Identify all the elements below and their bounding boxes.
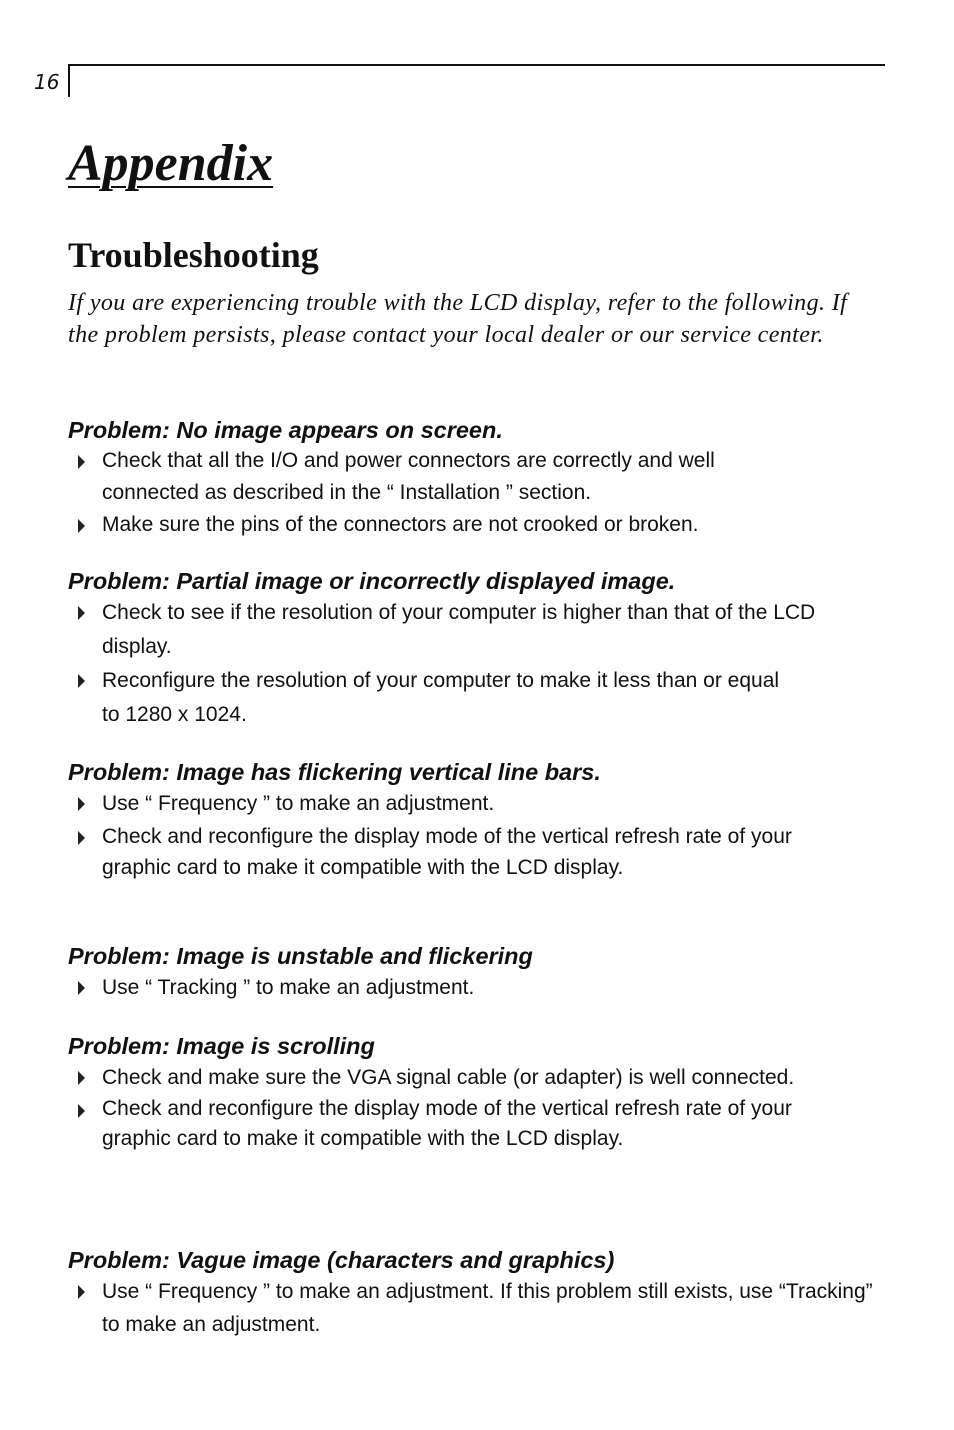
list-item: [68, 787, 908, 821]
list-item-text: Use “ Frequency ” to make an adjustment.: [102, 792, 495, 815]
triangle-bullet-icon: [78, 606, 85, 620]
triangle-bullet-icon: [78, 797, 85, 811]
triangle-bullet-icon: [78, 1285, 85, 1299]
list-item: [68, 509, 908, 541]
list-item-text: Check to see if the resolution of your computer is higher than that of the LCD display.: [102, 601, 816, 658]
section-title: Troubleshooting: [68, 235, 319, 275]
list-item: [68, 445, 802, 509]
triangle-bullet-icon: [78, 831, 85, 845]
header-rule: [68, 64, 885, 97]
list-item-text: Use “ Frequency ” to make an adjustment. If this problem still exists, use “Tracking” to make an adjustment.: [102, 1280, 873, 1336]
list-item-text: Reconfigure the resolution of your computer to make it less than or equal to 1280 x 1024.: [102, 669, 780, 726]
list-item-text: Check and reconfigure the display mode of the vertical refresh rate of your graphic card to make it compatible with the LCD display.: [102, 825, 792, 879]
problem-title: Problem: Image has flickering vertical line bars.: [68, 759, 601, 785]
problem-scrolling: [68, 1031, 908, 1154]
page-number: 16: [34, 70, 60, 94]
problem-title: Problem: Image is scrolling: [68, 1033, 375, 1059]
problem-no-image: [68, 415, 908, 541]
list-item: [68, 821, 802, 883]
problem-partial-image: [68, 566, 908, 732]
list-item: [68, 971, 908, 1005]
page-title: Appendix: [68, 135, 274, 192]
list-item-text: Check and reconfigure the display mode of the vertical refresh rate of your graphic card to make it compatible with the LCD display.: [102, 1097, 792, 1150]
triangle-bullet-icon: [78, 1104, 85, 1118]
problem-title: Problem: Vague image (characters and graphics): [68, 1247, 615, 1273]
triangle-bullet-icon: [78, 981, 85, 995]
list-item: [68, 1275, 882, 1341]
list-item: [68, 664, 802, 732]
problem-title: Problem: Partial image or incorrectly displayed image.: [68, 568, 676, 594]
problem-title: Problem: Image is unstable and flickering: [68, 943, 533, 969]
triangle-bullet-icon: [78, 1071, 85, 1085]
intro-paragraph: If you are experiencing trouble with the LCD display, refer to the following. If the problem persists, please contact your local dealer or our service center.: [68, 290, 848, 348]
list-item-text: Use “ Tracking ” to make an adjustment.: [102, 976, 475, 999]
list-item-text: Make sure the pins of the connectors are not crooked or broken.: [102, 513, 699, 536]
list-item-text: Check that all the I/O and power connectors are correctly and well connected as described in the “ Installation ” section.: [102, 449, 715, 504]
problem-unstable: [68, 941, 908, 1005]
problem-vague-image: [68, 1245, 908, 1341]
list-item: [68, 1094, 802, 1154]
list-item-text: Check and make sure the VGA signal cable (or adapter) is well connected.: [102, 1066, 795, 1089]
triangle-bullet-icon: [78, 455, 85, 469]
triangle-bullet-icon: [78, 519, 85, 533]
problem-flickering-bars: [68, 757, 908, 883]
triangle-bullet-icon: [78, 674, 85, 688]
list-item: [68, 1061, 822, 1094]
problem-title: Problem: No image appears on screen.: [68, 417, 503, 443]
list-item: [68, 596, 842, 664]
